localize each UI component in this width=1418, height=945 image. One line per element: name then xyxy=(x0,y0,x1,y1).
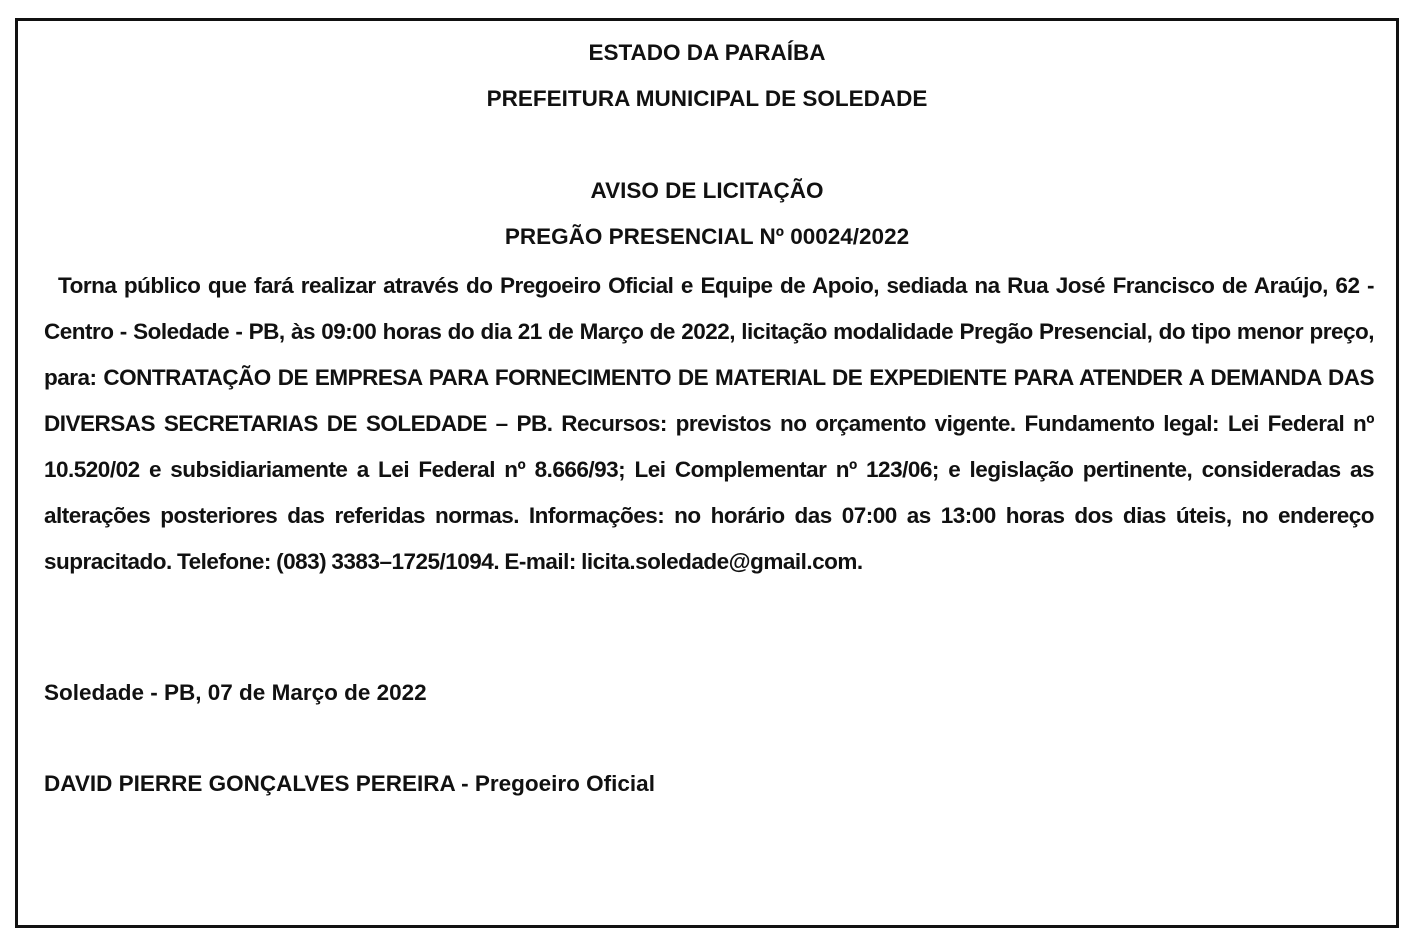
notice-title: AVISO DE LICITAÇÃO xyxy=(590,178,824,203)
notice-frame xyxy=(15,18,1399,928)
notice-body: Torna público que fará realizar através do Pregoeiro Oficial e Equipe de Apoio, sediada na Rua José Francisco de Araújo, 62 - Centro - Soledade - PB, às 09:00 horas do dia 21 de Março de 2022, licitação modalidade Pregão Presencial, do tipo menor preço, para: CONTRATAÇÃO DE EMPRESA PARA FORNECIMENTO DE MATERIAL DE EXPEDIENTE PARA ATENDER A DEMANDA DAS DIVERSAS SECRETARIAS DE SOLEDADE – PB. Recursos: previstos no orçamento vigente. Fundamento legal: Lei Federal nº 10.520/02 e subsidiariamente a Lei Federal nº 8.666/93; Lei Complementar nº 123/06; e legislação pertinente, consideradas as alterações posteriores das referidas normas. Informações: no horário das 07:00 as 13:00 horas dos dias úteis, no endereço supracitado. Telefone: (083) 3383–1725/1094. E-mail: licita.soledade@gmail.com. xyxy=(44,273,1374,574)
state-heading: ESTADO DA PARAÍBA xyxy=(588,40,826,65)
municipality-heading: PREFEITURA MUNICIPAL DE SOLEDADE xyxy=(486,86,928,111)
notice-number: PREGÃO PRESENCIAL Nº 00024/2022 xyxy=(504,224,910,249)
signer-line: DAVID PIERRE GONÇALVES PEREIRA - Pregoeiro Oficial xyxy=(44,771,655,796)
place-date: Soledade - PB, 07 de Março de 2022 xyxy=(44,680,427,705)
